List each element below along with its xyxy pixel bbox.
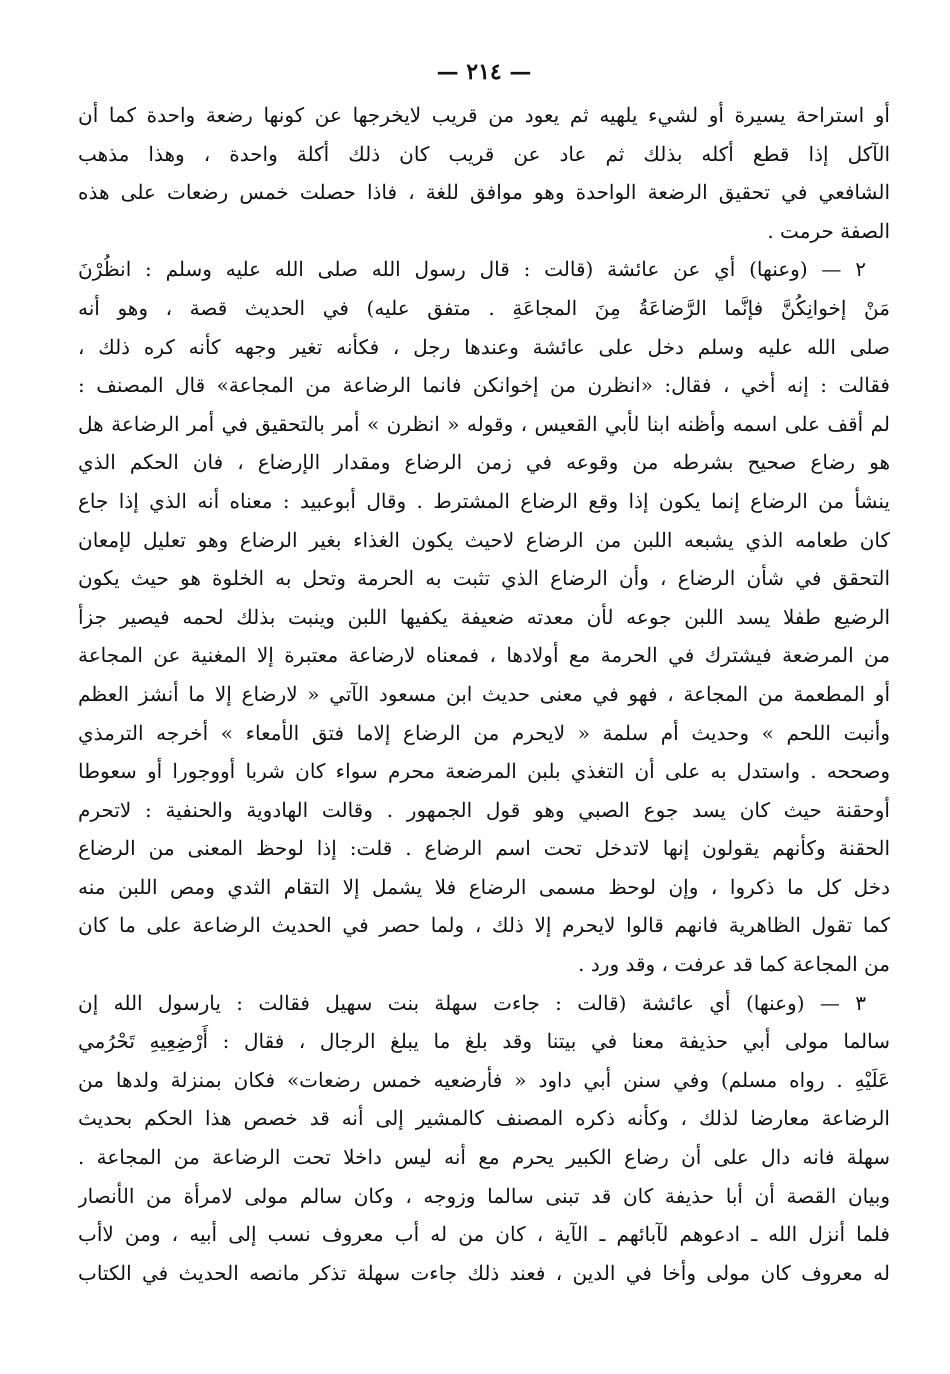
body-text	[78, 96, 890, 1292]
text-line: سالما مولى أبي حذيفة معنا في بيتنا وقد بلغ ما يبلغ الرجال ، فقال : أَرْضِعِيهِ تَحْرُمي	[78, 1029, 890, 1054]
text-line: وبيان القصة أن أبا حذيفة كان قد تبنى سالما وزوجه ، وكان سالم مولى لامرأة من الأنصار	[78, 1183, 890, 1208]
text-line: الصفة حرمت .	[767, 218, 890, 243]
text-line: أوحقنة حيث كان يسد جوع الصبي وهو قول الجمهور . وقالت الهادوية والحنفية : لاتحرم	[78, 797, 890, 822]
text-line: عَلَيْهِ . رواه مسلم) وفي سنن أبي داود « فأرضعيه خمس رضعات» فكان بمنزلة ولدها من	[78, 1067, 890, 1092]
text-line: الشافعي في تحقيق الرضعة الواحدة وهو موافق للغة ، فاذا حصلت خمس رضعات على هذه	[78, 180, 890, 205]
text-line: الآكل إذا قطع أكله بذلك ثم عاد عن قريب كان ذلك أكلة واحدة ، وهذا مذهب	[78, 141, 890, 166]
text-line: مَنْ إخوانِكُنَّ فإنَّما الرَّضاعَةُ مِنَ المجاعَةِ . متفق عليه) في الحديث قصة ، وهو أنه	[78, 295, 890, 320]
text-line: هو رضاع صحيح بشرطه من وقوعه في زمن الرضاع ومقدار الإرضاع ، فان الحكم الذي	[78, 450, 890, 475]
page-number: — ٢١٤ —	[436, 59, 532, 85]
text-line: الرضيع طفلا يسد اللبن جوعه لأن معدته ضعيفة يكفيها اللبن وينبت بذلك لحمه فيصير جزأ	[78, 604, 890, 629]
text-line: وأنبت اللحم » وحديث أم سلمة « لايحرم من الرضاع إلاما فتق الأمعاء » أخرجه الترمذي	[78, 720, 890, 745]
text-line: فقالت : إنه أخي ، فقال: «انظرن من إخوانكن فانما الرضاعة من المجاعة» قال المصنف :	[78, 373, 890, 398]
text-line: وصححه . واستدل به على أن التغذي بلبن المرضعة محرم سواء كان شربا أووجورا أو سعوطا	[78, 759, 890, 784]
text-line: كما تقول الظاهرية فانهم قالوا لايحرم إلا ذلك ، ولما حصر في الحديث الرضاعة على ما كان	[78, 913, 890, 938]
text-line: من المرضعة فيشترك في الحرمة مع أولادها ، فمعناه لارضاعة معتبرة إلا المغنية عن المجاعة	[78, 643, 890, 668]
text-line: فلما أنزل الله ـ ادعوهم لآبائهم ـ الآية ، كان من له أب معروف نسب إلى أبيه ، ومن لاأب	[78, 1222, 890, 1247]
text-line: أو المطعمة من المجاعة ، فهو في معنى حديث ابن مسعود الآتي « لارضاع إلا ما أنشز العظم	[78, 681, 890, 706]
text-line: من المجاعة كما قد عرفت ، وقد ورد .	[578, 952, 890, 977]
text-line: أو استراحة يسيرة أو لشيء يلهيه ثم يعود من قريب لايخرجها عن كونها رضعة واحدة كما أن	[78, 103, 890, 127]
text-line: سهلة فانه دال على أن رضاع الكبير يحرم مع أنه ليس داخلا تحت الرضاعة من المجاعة .	[78, 1145, 890, 1170]
hadith-3-start: ٣ — (وعنها) أي عائشة (قالت : جاءت سهلة بنت سهيل فقالت : يارسول الله إن	[78, 990, 867, 1015]
text-line: له معروف كان مولى وأخا في الدين ، فعند ذلك جاءت سهلة تذكر مانصه الحديث في الكتاب	[78, 1260, 890, 1285]
text-line: الحقنة وكأنهم يقولون إنها لاتدخل تحت اسم الرضاع . قلت: إذا لوحظ المعنى من الرضاع	[78, 836, 890, 861]
text-line: دخل كل ما ذكروا ، وإن لوحظ مسمى الرضاع فلا يشمل إلا التقام الثدي ومص اللبن منه	[78, 874, 890, 899]
hadith-2-start: ٢ — (وعنها) أي عن عائشة (قالت : قال رسول الله صلى الله عليه وسلم : انظُرْنَ	[78, 257, 866, 282]
book-page	[78, 48, 890, 1348]
text-line: كان طعامه الذي يشبعه اللبن من الرضاع لاحيث يكون الغذاء بغير الرضاع وهو تعليل لإمعان	[78, 527, 890, 552]
text-line: لم أقف على اسمه وأظنه ابنا لأبي القعيس ، وقوله « انظرن » أمر بالتحقيق في أمر الرضاعة هل	[78, 411, 890, 436]
text-line: صلى الله عليه وسلم دخل على عائشة وعندها رجل ، فكأنه تغير وجهه كأنه كره ذلك ،	[78, 334, 890, 359]
text-line: ينشأ من الرضاع إنما يكون إذا وقع الرضاع المشترط . وقال أبوعبيد : معناه أنه الذي إذا جاع	[78, 488, 890, 513]
text-line: التحقق في شأن الرضاع ، وأن الرضاع الذي تثبت به الحرمة وتحل به الخلوة هو حيث يكون	[78, 566, 890, 591]
text-line: الرضاعة معارضا لذلك ، وكأنه ذكره المصنف كالمشير إلى أنه قد خصص هذا الحكم بحديث	[78, 1106, 890, 1131]
